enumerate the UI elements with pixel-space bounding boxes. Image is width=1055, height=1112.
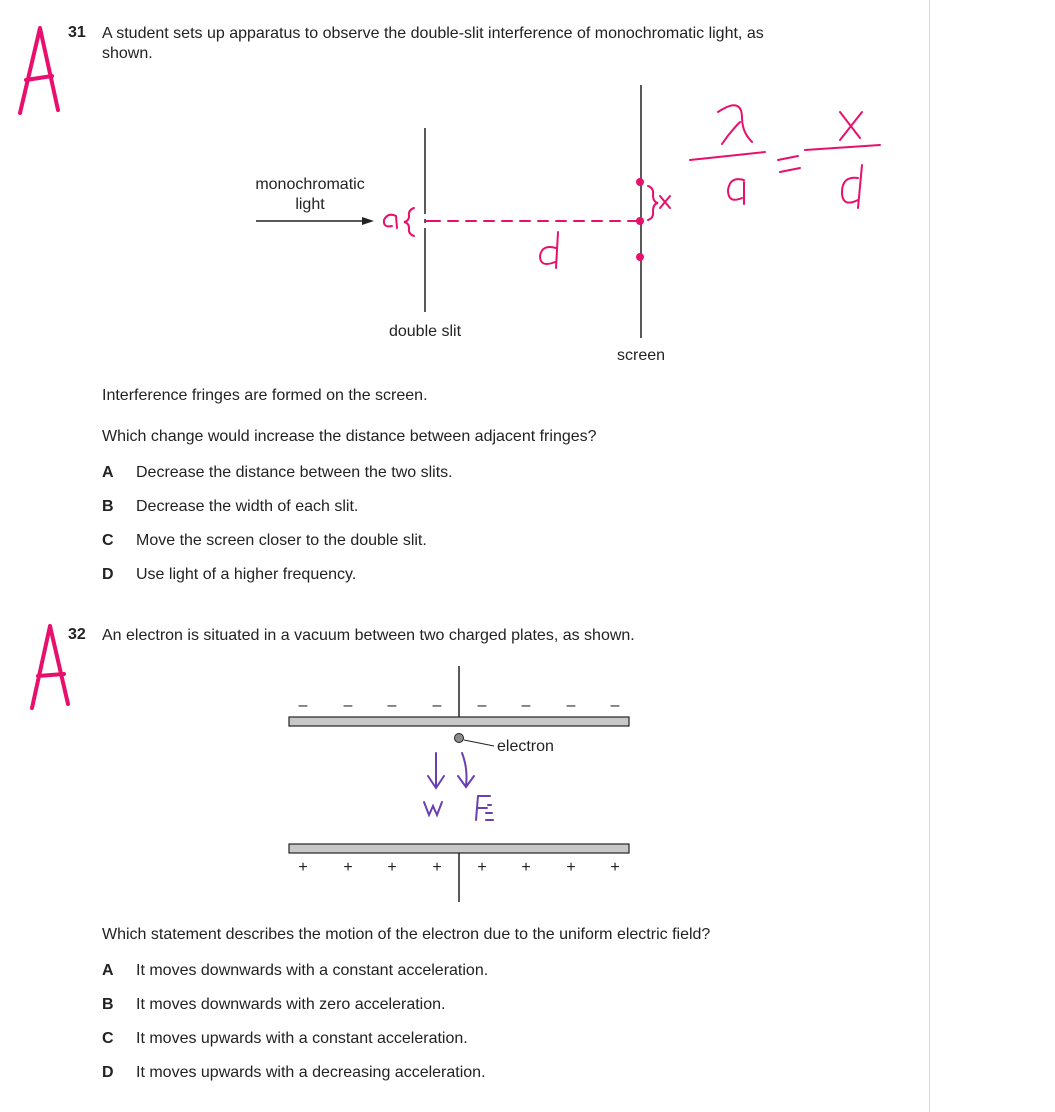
svg-text:+: +: [343, 859, 353, 876]
x-mark-icon: [660, 196, 670, 208]
svg-text:+: +: [566, 859, 576, 876]
svg-text:+: +: [298, 859, 308, 876]
svg-text:–: –: [610, 697, 620, 714]
option-text: Decrease the width of each slit.: [136, 498, 359, 515]
numerator-x-icon: [840, 112, 862, 140]
force-fe-icon: [476, 796, 493, 820]
option-letter: B: [102, 996, 114, 1013]
positive-plate: [289, 844, 629, 853]
svg-text:–: –: [432, 697, 442, 714]
weight-arrow-icon: [428, 753, 444, 788]
svg-text:–: –: [298, 697, 308, 714]
label-electron: electron: [497, 738, 554, 755]
weight-w-icon: [424, 802, 442, 815]
svg-text:+: +: [432, 859, 442, 876]
negative-plate: [289, 717, 629, 726]
denominator-a-icon: [728, 179, 744, 204]
right-margin-panel: [929, 0, 1055, 1112]
lambda-icon: [718, 105, 752, 144]
question-31-stem-line2: shown.: [102, 45, 153, 62]
question-32-number: 32: [68, 626, 86, 643]
label-light: light: [295, 196, 325, 213]
option-letter: A: [102, 464, 114, 481]
light-arrow-head: [362, 217, 374, 225]
svg-text:–: –: [477, 697, 487, 714]
question-31-question: Which change would increase the distance between adjacent fringes?: [102, 428, 597, 445]
svg-text:+: +: [387, 859, 397, 876]
denominator-d-icon: [842, 165, 862, 208]
svg-text:–: –: [343, 697, 353, 714]
option-text: It moves upwards with a decreasing acceleration.: [136, 1064, 486, 1081]
svg-text:–: –: [521, 697, 531, 714]
label-d-icon: [540, 232, 558, 268]
option-letter: C: [102, 532, 114, 549]
fraction-bar-left: [690, 152, 765, 160]
label-double-slit: double slit: [388, 323, 462, 340]
label-screen: screen: [616, 347, 666, 364]
question-32-stem: An electron is situated in a vacuum between two charged plates, as shown.: [102, 627, 635, 644]
option-text: Decrease the distance between the two slits.: [136, 464, 453, 481]
option-letter: C: [102, 1030, 114, 1047]
label-monochromatic: monochromatic: [255, 176, 365, 193]
question-31-statement: Interference fringes are formed on the screen.: [102, 387, 428, 404]
electron-dot: [455, 734, 464, 743]
option-letter: B: [102, 498, 114, 515]
fringe-brace: [648, 186, 658, 220]
option-letter: D: [102, 566, 114, 583]
svg-text:–: –: [387, 697, 397, 714]
ink-annotations-32: [424, 753, 493, 820]
svg-text:–: –: [566, 697, 576, 714]
option-text: Move the screen closer to the double slit.: [136, 532, 427, 549]
question-31-number: 31: [68, 24, 86, 41]
charged-plates-diagram: [0, 650, 929, 910]
option-text: It moves upwards with a constant acceleration.: [136, 1030, 468, 1047]
ink-annotations-31: [384, 105, 880, 268]
slit-brace: [404, 208, 414, 236]
option-text: It moves downwards with a constant acceleration.: [136, 962, 489, 979]
svg-text:+: +: [477, 859, 487, 876]
slit-label-a-icon: [384, 215, 397, 228]
option-letter: D: [102, 1064, 114, 1081]
screen-fringe-dots: [636, 178, 644, 261]
electric-force-arrow-icon: [458, 753, 474, 787]
option-text: It moves downwards with zero acceleration.: [136, 996, 446, 1013]
double-slit-diagram: [0, 0, 929, 380]
option-letter: A: [102, 962, 114, 979]
svg-text:+: +: [521, 859, 531, 876]
question-32-question: Which statement describes the motion of the electron due to the uniform electric field?: [102, 926, 711, 943]
svg-text:+: +: [610, 859, 620, 876]
question-31-stem-line1: A student sets up apparatus to observe the double-slit interference of monochromatic light, as: [102, 25, 764, 42]
equals-sign-icon: [778, 156, 800, 172]
fraction-bar-right: [805, 145, 880, 150]
electron-leader-line: [464, 740, 494, 746]
option-text: Use light of a higher frequency.: [136, 566, 357, 583]
